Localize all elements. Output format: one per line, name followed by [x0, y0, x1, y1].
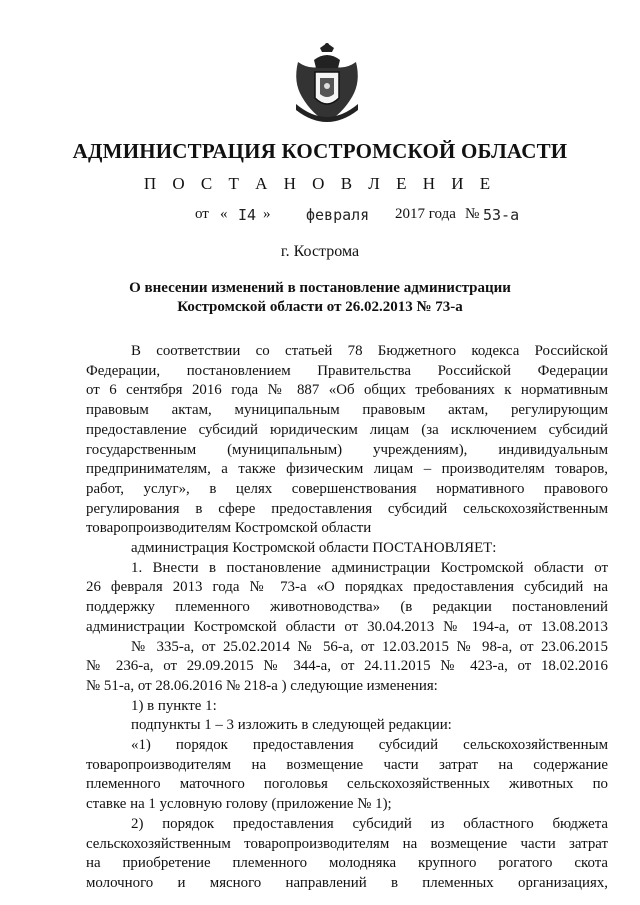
date-prefix: от [195, 206, 209, 222]
number-sign: № [465, 206, 480, 222]
body-line: Федерации, постановлением Правительства Российской Федерации [86, 362, 608, 379]
body-line: подпункты 1 – 3 изложить в следующей редакции: [131, 717, 452, 734]
body-line: 1. Внести в постановление администрации Костромской области от [131, 559, 608, 576]
date-year: 2017 года [395, 206, 456, 222]
date-day: I4 [238, 206, 257, 224]
body-line: работ, услуг», в целях совершенствования нормативного правового [86, 480, 608, 497]
organization-name: АДМИНИСТРАЦИЯ КОСТРОМСКОЙ ОБЛАСТИ [72, 139, 568, 163]
body-line: сельскохозяйственным товаропроизводителям на возмещение части затрат [86, 835, 608, 852]
coat-of-arms-icon [292, 42, 362, 127]
body-line: на приобретение племенного молодняка крупного рогатого скота [86, 855, 608, 872]
body-line: № 335-а, от 25.02.2014 № 56-а, от 12.03.2015 № 98-а, от 23.06.2015 [131, 638, 608, 655]
body-line: предоставление субсидий юридическим лицам (за исключением субсидий [86, 421, 608, 438]
date-close-quote: » [263, 206, 271, 222]
body-line: племенного маточного поголовья сельскохозяйственных животных по [86, 776, 608, 793]
body-line: 2) порядок предоставления субсидий из областного бюджета [131, 815, 608, 832]
body-line: администрации Костромской области от 30.04.2013 № 194-а, от 13.08.2013 [86, 618, 608, 635]
body-line: «1) порядок предоставления субсидий сельскохозяйственным [131, 737, 608, 754]
document-type: П О С Т А Н О В Л Е Н И Е [143, 174, 497, 193]
body-line: В соответствии со статьей 78 Бюджетного кодекса Российской [131, 343, 608, 359]
body-line: государственным (муниципальным) учреждениям), индивидуальным [86, 441, 608, 458]
body-line: товаропроизводителям на возмещение части затрат на содержание [86, 756, 608, 773]
city: г. Кострома [280, 243, 360, 260]
document-body [86, 342, 608, 894]
date-month: февраля [306, 206, 370, 224]
body-line: администрация Костромской области ПОСТАНОВЛЯЕТ: [131, 540, 497, 557]
body-line: предпринимателям, а также физическим лицам – производителям товаров, [86, 461, 608, 478]
body-line: ставке на 1 условную голову (приложение № 1); [86, 796, 392, 813]
body-line: правовым актам, муниципальным правовым актам, регулирующим [86, 402, 608, 419]
body-line: молочного и мясного направлений в племенных организациях, [86, 874, 608, 891]
body-line: от 6 сентября 2016 года № 887 «Об общих требованиях к нормативным [86, 382, 608, 399]
subject-line-1: О внесении изменений в постановление администрации [129, 280, 511, 296]
document-number: 53-а [483, 206, 520, 224]
body-line: № 236-а, от 29.09.2015 № 344-а, от 24.11.2015 № 423-а, от 18.02.2016 [86, 658, 608, 675]
body-line: поддержку племенного животноводства» (в редакции постановлений [86, 599, 608, 616]
body-line: товаропроизводителям Костромской области [86, 520, 372, 537]
body-line: № 51-а, от 28.06.2016 № 218-а ) следующие изменения: [86, 677, 438, 694]
body-line: 26 февраля 2013 года № 73-а «О порядках предоставления субсидий на [86, 579, 608, 596]
body-line: 1) в пункте 1: [131, 697, 217, 714]
body-line: регулирования в сфере предоставления субсидий сельскохозяйственным [86, 500, 608, 517]
date-open-quote: « [220, 206, 228, 222]
subject-line-2: Костромской области от 26.02.2013 № 73-а [177, 299, 463, 315]
